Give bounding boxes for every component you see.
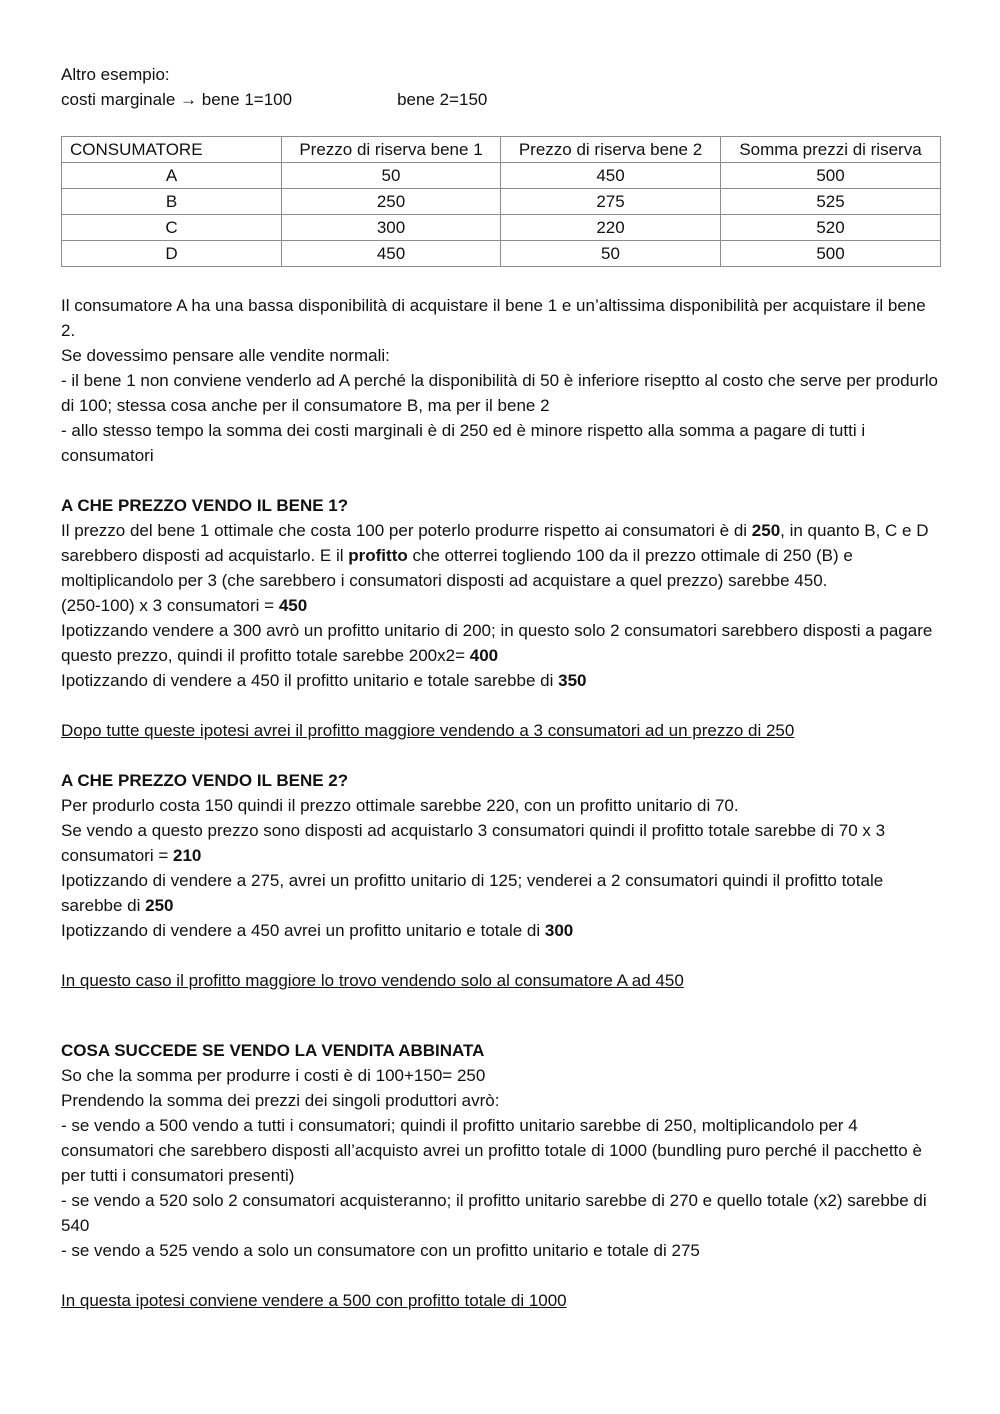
table-header-cell: Prezzo di riserva bene 1 — [282, 137, 501, 163]
bundle-bullet: - se vendo a 525 vendo a solo un consumatore con un profitto unitario e totale di 275 — [61, 1241, 700, 1260]
bundle-paragraph: Prendendo la somma dei prezzi dei singoli produttori avrò: — [61, 1091, 500, 1110]
table-cell: A — [62, 163, 282, 189]
bundle-conclusion: In questa ipotesi conviene vendere a 500 con profitto totale di 1000 — [61, 1291, 567, 1310]
table-cell: C — [62, 215, 282, 241]
text-run: Se vendo a questo prezzo sono disposti ad acquistarlo 3 consumatori quindi il profitto totale sarebbe di 70 x 3 consumatori = — [61, 821, 886, 865]
table-header-cell: Prezzo di riserva bene 2 — [501, 137, 721, 163]
table-row — [62, 163, 941, 189]
table-cell: D — [62, 241, 282, 267]
bene-2-conclusion: In questo caso il profitto maggiore lo trovo vendendo solo al consumatore A ad 450 — [61, 971, 684, 990]
table-cell: 450 — [282, 241, 501, 267]
table-cell: 500 — [721, 163, 941, 189]
text-run: Ipotizzando di vendere a 450 avrei un profitto unitario e totale di — [61, 921, 545, 940]
text-run: Ipotizzando vendere a 300 avrò un profitto unitario di 200; in questo solo 2 consumatori sarebbero disposti a pagare questo prezzo, quindi il profitto totale sarebbe 200x2= — [61, 621, 933, 665]
analysis-paragraph: Il consumatore A ha una bassa disponibilità di acquistare il bene 1 e un’altissima disponibilità per acquistare il bene 2. — [61, 296, 926, 340]
reservation-price-table — [61, 136, 941, 267]
bundle-bullet: - se vendo a 500 vendo a tutti i consumatori; quindi il profitto unitario sarebbe di 250, moltiplicandolo per 4 consumatori che sarebbero disposti all’acquisto avrei un profitto totale di 1000 (bundling puro perché il pacchetto è per tutti i consumatori presenti) — [61, 1116, 922, 1185]
bold-value: 210 — [172, 846, 202, 865]
text-run: (250-100) x 3 consumatori = — [61, 596, 279, 615]
bene-1-formula — [61, 593, 941, 618]
bene-2-paragraph — [61, 918, 941, 943]
marginal-cost-bene-2: bene 2=150 — [397, 90, 488, 109]
bene-2-paragraph — [61, 818, 941, 868]
bene-1-conclusion: Dopo tutte queste ipotesi avrei il profitto maggiore vendendo a 3 consumatori ad un prezzo di 250 — [61, 721, 795, 740]
marginal-cost-bene-1: costi marginale → bene 1=100 — [61, 90, 293, 109]
bene-1-paragraph — [61, 518, 941, 593]
text-run: Ipotizzando di vendere a 450 il profitto unitario e totale sarebbe di — [61, 671, 559, 690]
bold-value: 300 — [544, 921, 574, 940]
table-cell: B — [62, 189, 282, 215]
table-row — [62, 189, 941, 215]
table-cell: 500 — [721, 241, 941, 267]
table-cell: 50 — [501, 241, 721, 267]
analysis-bullet: - il bene 1 non conviene venderlo ad A perché la disponibilità di 50 è inferiore riseptto al costo che serve per produrlo di 100; stessa cosa anche per il consumatore B, ma per il bene 2 — [61, 371, 938, 415]
analysis-bullet: - allo stesso tempo la somma dei costi marginali è di 250 ed è minore rispetto alla somma a pagare di tutti i consumatori — [61, 421, 866, 465]
table-row — [62, 241, 941, 267]
bene-1-paragraph — [61, 668, 941, 693]
bene-1-paragraph — [61, 618, 941, 668]
bundle-paragraph: So che la somma per produrre i costi è di 100+150= 250 — [61, 1066, 486, 1085]
intro-label: Altro esempio: — [61, 65, 170, 84]
table-cell: 450 — [501, 163, 721, 189]
table-cell: 275 — [501, 189, 721, 215]
bene-2-paragraph: Per produrlo costa 150 quindi il prezzo ottimale sarebbe 220, con un profitto unitario di 70. — [61, 796, 739, 815]
bold-value: 250 — [751, 521, 781, 540]
analysis-paragraph: Se dovessimo pensare alle vendite normali: — [61, 346, 390, 365]
table-row — [62, 215, 941, 241]
section-heading-bene-1: A CHE PREZZO VENDO IL BENE 1? — [61, 496, 349, 515]
table-header-cell: Somma prezzi di riserva — [721, 137, 941, 163]
table-header-cell: CONSUMATORE — [62, 137, 282, 163]
bold-term: profitto — [348, 546, 408, 565]
text-run: Il prezzo del bene 1 ottimale che costa 100 per poterlo produrre rispetto ai consumatori è di — [61, 521, 752, 540]
bundle-bullet: - se vendo a 520 solo 2 consumatori acquisteranno; il profitto unitario sarebbe di 270 e quello totale (x2) sarebbe di 540 — [61, 1191, 927, 1235]
text-run: Ipotizzando di vendere a 275, avrei un profitto unitario di 125; venderei a 2 consumatori quindi il profitto totale sarebbe di — [61, 871, 884, 915]
section-heading-bundle: COSA SUCCEDE SE VENDO LA VENDITA ABBINATA — [61, 1041, 485, 1060]
marginal-costs-line — [61, 87, 941, 112]
table-cell: 520 — [721, 215, 941, 241]
text-run: , in quanto B, C e D sarebbero disposti ad acquistarlo. E il — [61, 521, 929, 565]
text-run: che otterrei togliendo 100 da il prezzo ottimale di 250 (B) e moltiplicandolo per 3 (che sarebbero i consumatori disposti ad acquistare a quel prezzo) sarebbe 450. — [61, 546, 853, 590]
bold-value: 400 — [469, 646, 499, 665]
section-heading-bene-2: A CHE PREZZO VENDO IL BENE 2? — [61, 771, 349, 790]
table-cell: 250 — [282, 189, 501, 215]
table-cell: 220 — [501, 215, 721, 241]
table-header-row — [62, 137, 941, 163]
table-cell: 300 — [282, 215, 501, 241]
bold-value: 250 — [145, 896, 174, 915]
bold-value: 450 — [278, 596, 308, 615]
table-cell: 525 — [721, 189, 941, 215]
document-body — [61, 62, 941, 1313]
bold-value: 350 — [558, 671, 587, 690]
bene-2-paragraph — [61, 868, 941, 918]
table-cell: 50 — [282, 163, 501, 189]
